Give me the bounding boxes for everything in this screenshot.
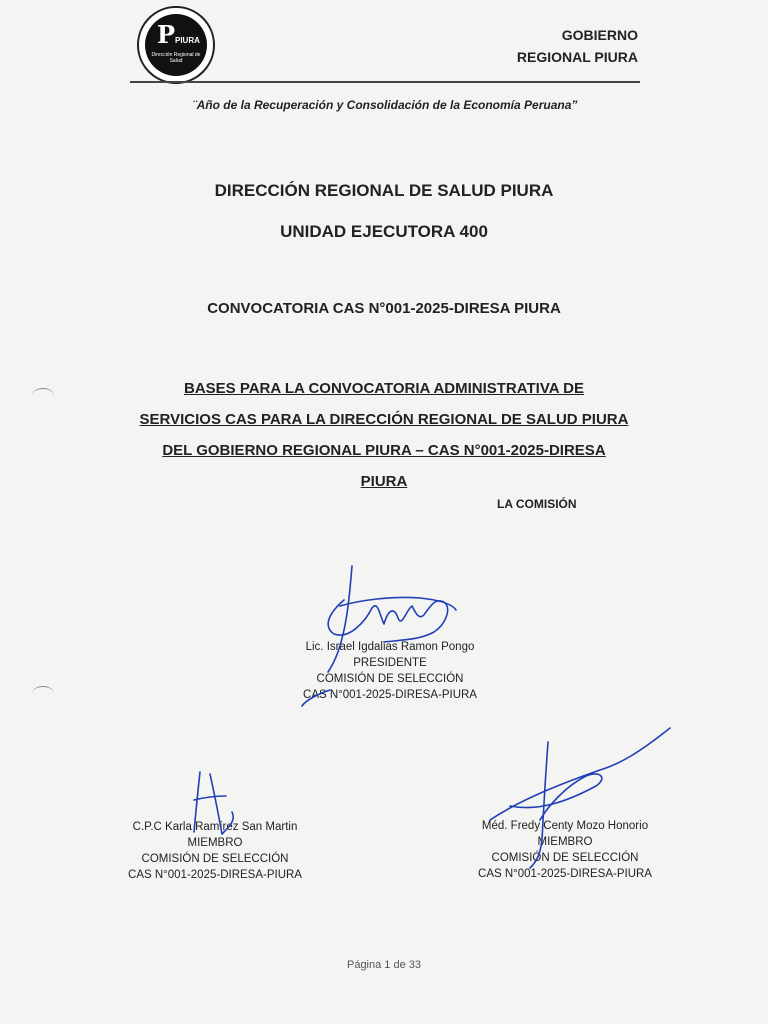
signer-name: Méd. Fredy Centy Mozo Honorio: [481, 820, 649, 832]
page-number: Página 1 de 33: [346, 959, 421, 971]
year-motto: ¨Año de la Recuperación y Consolidación de la Economía Peruana”: [192, 98, 578, 112]
president-signature-block: [290, 639, 490, 703]
signer-role: MIEMBRO: [537, 836, 593, 848]
bases-line: SERVICIOS CAS PARA LA DIRECCIÓN REGIONAL DE SALUD PIURA: [139, 411, 629, 428]
signer-name: C.P.C Karla Ramírez San Martin: [132, 821, 298, 833]
committee-label: LA COMISIÓN: [497, 497, 577, 511]
signer-ref: CAS N°001-2025-DIRESA-PIURA: [478, 868, 652, 880]
signer-ref: CAS N°001-2025-DIRESA-PIURA: [303, 689, 477, 701]
organization-header: [517, 24, 638, 68]
signer-name: Lic. Israel Igdalias Ramon Pongo: [305, 641, 475, 653]
signer-body: COMISIÓN DE SELECCIÓN: [316, 673, 464, 685]
signer-role: MIEMBRO: [187, 837, 243, 849]
signer-body: COMISIÓN DE SELECCIÓN: [491, 852, 639, 864]
signer-body: COMISIÓN DE SELECCIÓN: [141, 853, 289, 865]
logo-p-icon: P: [157, 20, 176, 49]
org-line-1: GOBIERNO: [561, 27, 638, 43]
org-line-2: REGIONAL PIURA: [516, 49, 638, 65]
bases-line: PIURA: [360, 473, 408, 490]
entity-title: DIRECCIÓN REGIONAL DE SALUD PIURA: [214, 181, 554, 200]
signer-role: PRESIDENTE: [353, 657, 427, 669]
logo-brand: PIURA: [175, 36, 200, 45]
logo-subtitle: Dirección Regional de Salud: [151, 52, 201, 64]
bases-line: DEL GOBIERNO REGIONAL PIURA – CAS N°001-2025-DIRESA: [162, 442, 606, 459]
call-title: CONVOCATORIA CAS N°001-2025-DIRESA PIURA: [207, 300, 561, 317]
bases-line: BASES PARA LA CONVOCATORIA ADMINISTRATIVA DE: [183, 380, 584, 397]
unit-title: UNIDAD EJECUTORA 400: [280, 222, 488, 241]
member-right-signature-block: [455, 818, 675, 882]
margin-mark: [32, 686, 54, 701]
margin-mark: [32, 388, 54, 403]
diresa-logo: [137, 6, 215, 84]
signer-ref: CAS N°001-2025-DIRESA-PIURA: [128, 869, 302, 881]
bases-heading: [100, 373, 668, 497]
member-left-signature-block: [110, 819, 320, 883]
header-divider: [130, 81, 640, 83]
